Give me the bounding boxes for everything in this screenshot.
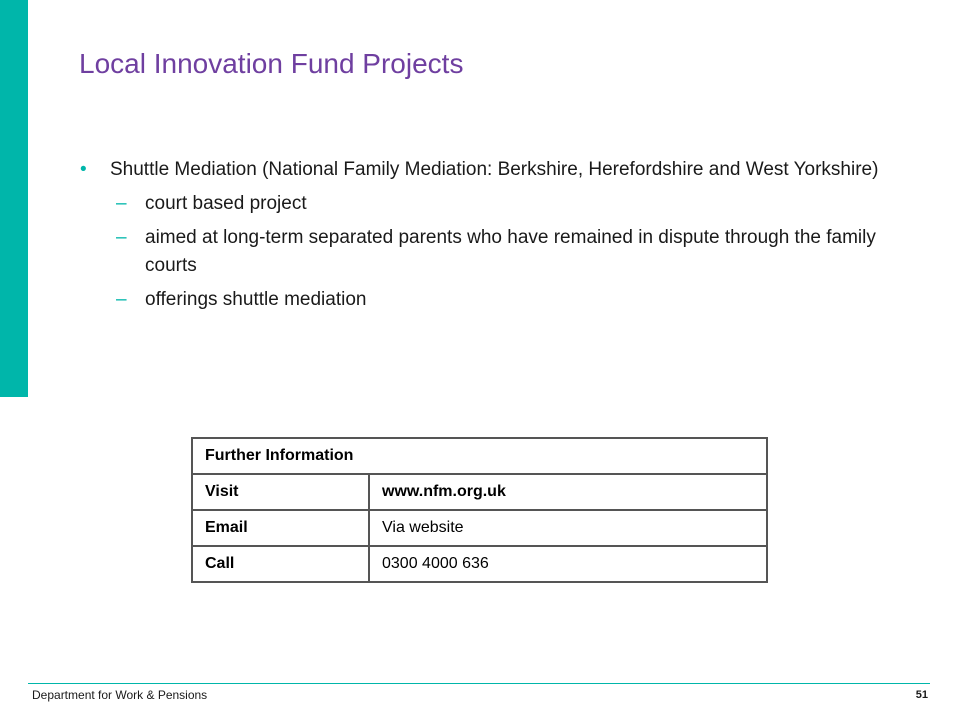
- table-row: [192, 546, 767, 582]
- bullet-list: [80, 156, 880, 314]
- table-header: Further Information: [192, 438, 767, 474]
- sub-bullet-text: court based project: [145, 193, 307, 214]
- row-value: Via website: [369, 510, 767, 546]
- footer-department: Department for Work & Pensions: [32, 688, 208, 702]
- slide-title: Local Innovation Fund Projects: [79, 48, 464, 79]
- sub-bullet-marker: –: [116, 193, 127, 214]
- table-header-row: [192, 438, 767, 474]
- sub-bullet-text: offerings shuttle mediation: [145, 289, 367, 310]
- row-label: Call: [192, 546, 369, 582]
- table-row: [192, 510, 767, 546]
- main-bullet: [80, 156, 880, 184]
- sub-bullet-marker: –: [116, 289, 127, 310]
- row-label: Email: [192, 510, 369, 546]
- page-number: 51: [915, 689, 928, 701]
- phone-number: 0300 4000 636: [369, 546, 767, 582]
- table-row: [192, 474, 767, 510]
- sub-bullet: [80, 190, 880, 218]
- further-information-table: [191, 437, 768, 583]
- bullet-marker: •: [80, 159, 87, 180]
- sub-bullet: [80, 286, 880, 314]
- sub-bullet-text: aimed at long-term separated parents who have remained in dispute through the family courts: [145, 227, 876, 276]
- sub-bullet-marker: –: [116, 227, 127, 248]
- sub-bullet: [80, 224, 880, 280]
- footer-divider: [28, 683, 930, 684]
- website-url[interactable]: www.nfm.org.uk: [369, 474, 767, 510]
- side-accent-bar: [0, 0, 28, 397]
- row-label: Visit: [192, 474, 369, 510]
- main-bullet-text: Shuttle Mediation (National Family Mediation: Berkshire, Herefordshire and West Yorkshire): [110, 159, 879, 180]
